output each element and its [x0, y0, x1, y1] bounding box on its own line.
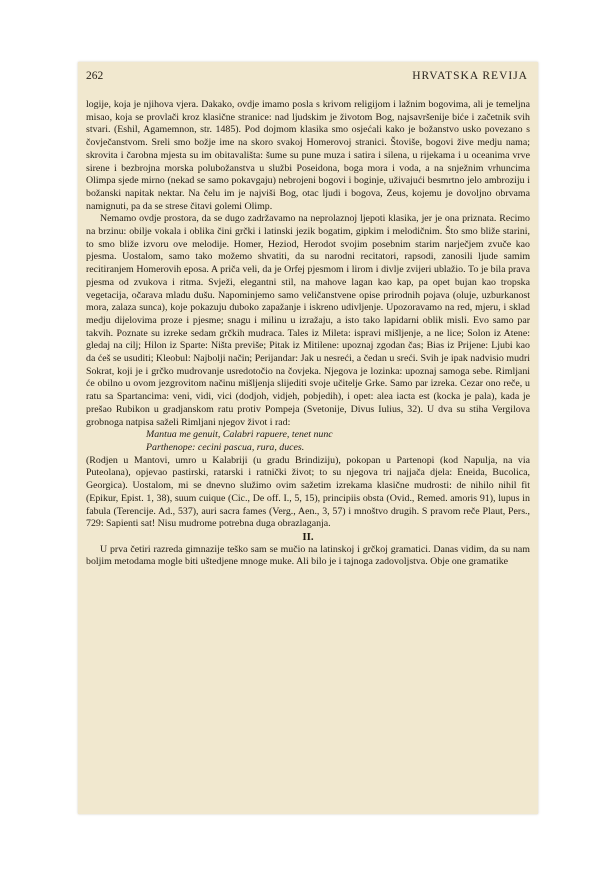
- paragraph-final: U prva četiri razreda gimnazije teško sam se mučio na latinskoj i grčkoj gramatici. Danas vidim, da su nam boljim metodama mogle biti uštedjene mnoge muke. Ali bilo je i tajnoga zadovoljstva. Obje one gramatike: [86, 543, 530, 568]
- paragraph-after-verse: (Rodjen u Mantovi, umro u Kalabriji (u gradu Brindiziju), pokopan u Partenopi (kod Napulja, na via Puteolana), opjevao pastirski, ratarski i ratnički život; to su njegova tri najjača djela: Eneida, Bucolica, Georgica). Uostalom, mi se dnevno služimo ovim sažetim izrekama klasične mudrosti: de nihilo nihil fit (Epikur, Epist. 1, 38), suum cuique (Cic., De off. I., 5, 15), principiis obsta (Ovid., Remed. amoris 91), lupus in fabula (Terencije. Ad., 537), auri sacra fames (Verg., Aen., 3, 57) i mnoštvo drugih. S pravom reče Plaut, Pers., 729: Sapienti sat! Nisu mudrome potrebna duga obrazlaganja.: [86, 454, 530, 530]
- page-header: [86, 70, 530, 88]
- section-heading: II.: [302, 530, 314, 543]
- scanned-page: [78, 62, 538, 814]
- paragraph-2: Nemamo ovdje prostora, da se dugo zadržavamo na neprolaznoj ljepoti klasika, jer je ona priznata. Recimo na brzinu: obilje vokala i oblika čini grčki i latinski jezik bogatim, gipkim i melodičnim. Što smo bliže starini, to smo bliže izvoru ove melodije. Homer, Heziod, Herodot svojim posebnim starim narječjem zvuče kao pjesma. Uostalom, samo tako možemo shvatiti, da su narodni recitatori, rapsodi, zanosili ljude samim recitiranjem Homerovih eposa. A priča veli, da je Orfej pjesmom i lirom i divlje zvijeri ublažio. To je bila prava pjesma od zvukova i ritma. Svježi, elegantni stil, na mahove lagan kao kap, pa opet bujan kao tropska vegetacija, očarava mladu dušu. Napominjemo samo veličanstvene opise prirodnih pojava (oluje, uzburkanost mora, zalaza sunca), koje pokazuju duboko zapažanje i iskreno udivljenje. Upozoravamo na red, mjeru, i sklad medju dijelovima proze i pjesme; snagu i milinu u izražaju, a isto tako lapidarni oblik misli. Evo samo par takvih. Poznate su izreke sedam grčkih mudraca. Tales iz Mileta: ispravi mišljenje, a ne lice; Solon iz Atene: gledaj na cilj; Hilon iz Sparte: Ništa previše; Pitak iz Mitilene: upoznaj zgodan čas; Bias iz Prijene: Ljubi kao da ćeš se usuditi; Kleobul: Najbolji način; Perijandar: Jak u nesreći, a čedan u sreći. Svih je ipak nadvisio mudri Sokrat, koji je i grčko mudrovanje usredotočio na čovjeka. Njegova je lozinka: upoznaj samoga sebe. Rimljani će obilno u ovom jezgrovitom načinu mišljenja slijediti svoje učitelje Grke. Samo par izreka. Cezar ono reče, u ratu sa Spartancima: veni, vidi, vici (dodjoh, vidjeh, pobjedih), i opet: alea iacta est (kocka je pala), kada je prešao Rubikon u gradjanskom ratu protiv Pompeja (Svetonije, Divus Iulius, 32). U dva su stiha Vergilova grobnoga natpisa saželi Rimljani njegov život i rad:: [86, 213, 530, 428]
- verse-line-1: Mantua me genuit, Calabri rapuere, tenet nunc: [146, 429, 333, 441]
- verse-line-2: Parthenope: cecini pascua, rura, duces.: [146, 441, 305, 453]
- journal-title: HRVATSKA REVIJA: [412, 70, 528, 82]
- page-number: 262: [86, 70, 104, 82]
- paragraph-1: logije, koja je njihova vjera. Dakako, ovdje imamo posla s krivom religijom i lažnim bogovima, ali je temeljna misao, koja se provlači kroz klasične stranice: nad ljudskim je životom Bog, najsavršenije biće i začetnik svih stvari. (Eshil, Agamemnon, str. 1485). Pod dojmom klasika smo osjećali kako je božanstvo usko povezano s čovječanstvom. Sreli smo božje ime na skoro svakoj Homerovoj stranici. Štoviše, bogovi žive medju nama; skrovita i čarobna mjesta su im obitavališta: šume su pune muza i satira i silena, u rijekama i u oceanima vrve sirene i bezbrojna morska polubožanstva u službi Poseidona, boga mora i voda, a na snježnim vrhuncima Olimpa sjede mirno (nekad se samo pokavgaju) nebrojeni bogovi i boginje, uživajući besmrtno jelo ambroziju i božanski napitak nektar. Na čelu im je najviši Bog, otac ljudi i bogova, Zeus, kojemu je dovoljno obrvama namignuti, pa da se strese čitavi golemi Olimp.: [86, 99, 530, 212]
- article-body: [86, 99, 530, 569]
